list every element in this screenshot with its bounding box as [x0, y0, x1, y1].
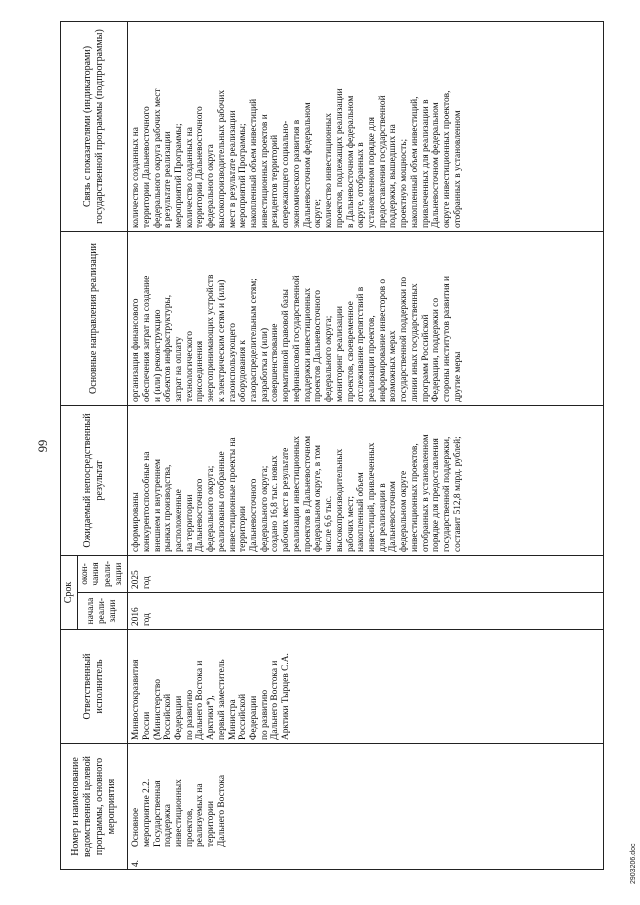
- program-name: Основное мероприятие 2.2. Государственная поддержка инвестиционных проектов, реализуемых на территории Дальнего Востока: [131, 775, 227, 847]
- header-executor: Ответственный исполнитель: [61, 630, 128, 744]
- header-program: Номер и наименование ведомственной целевой программы, основного мероприятия: [61, 744, 128, 870]
- header-end: окон-чания реали-зации: [78, 556, 128, 593]
- header-indicators: Связь с показателями (индикаторами) государственной программы (подпрограммы): [61, 22, 128, 232]
- start-year-cell: 2016 год: [128, 593, 604, 630]
- header-term: Срок: [61, 556, 78, 630]
- row-number: 4.: [131, 859, 142, 867]
- header-directions: Основные направления реализации: [61, 232, 128, 406]
- program-table: [60, 21, 604, 870]
- table-row: [128, 22, 604, 870]
- program-cell: [128, 744, 604, 870]
- page-number: 99: [36, 439, 50, 453]
- end-year-cell: 2025 год: [128, 556, 604, 593]
- document-page: [34, 22, 637, 884]
- result-cell: сформированы конкурентоспособные на внешнем и внутреннем рынках производства, расположенные на территории Дальневосточного федерального округа; реализованы отобранные инвестиционные проекты на территории Дальневосточного федерального округа; создано 16,8 тыс. новых рабочих мест в результате реализации инвестиционных проектов в Дальневосточном федеральном округе, в том числе 6,6 тыс. высокопроизводительных рабочих мест; накопленный объем инвестиций, привлеченных для реализации в Дальневосточном федеральном округе инвестиционных проектов, отобранных в установленном порядке для предоставления государственной поддержки, составит 512,8 млрд. рублей;: [128, 406, 604, 556]
- footer-code: 2903206.doc: [630, 843, 637, 884]
- header-result: Ожидаемый непосредственный результат: [61, 406, 128, 556]
- header-start: начала реали-зации: [78, 593, 128, 630]
- header-row: [61, 22, 78, 870]
- executor-cell: Минвостокразвития России (Министерство Российской Федерации по развитию Дальнего Востока и Арктики*), первый заместитель Министра Российской Федерации по развитию Дальнего Востока и Арктики Тырцев С.А.: [128, 630, 604, 744]
- indicators-cell: количество созданных на территории Дальневосточного федерального округа рабочих мест в результате реализации мероприятий Программы; количество созданных на территории Дальневосточного федерального округа высокопроизводительных рабочих мест в результате реализации мероприятий Программы; накопленный объем инвестиций инвестиционных проектов и резидентов территорий опережающего социально- экономического развития в Дальневосточном федеральном округе; количество инвестиционных проектов, подлежащих реализации в Дальневосточном федеральном округе, отобранных в установленном порядке для предоставления государственной поддержки, вышедших на проектную мощность; накопленный объем инвестиций, привлеченных для реализации в Дальневосточном федеральном округе инвестиционных проектов, отобранных в установленном: [128, 22, 604, 232]
- directions-cell: организация финансового обеспечения затрат на создание и (или) реконструкцию объектов инфраструктуры, затрат на оплату технологического присоединения энергопринимающих устройств к электрическим сетям и (или) газоиспользующего оборудования к газораспределительным сетям; разработка и (или) совершенствование нормативной правовой базы нефинансовой государственной поддержки инвестиционных проектов Дальневосточного федерального округа; мониторинг реализации проектов, своевременное отслеживание препятствий в реализации проектов, информирование инвесторов о возможных мерах государственной поддержки по линии иных государственных программ Российской Федерации, поддержки со стороны институтов развития и другие меры: [128, 232, 604, 406]
